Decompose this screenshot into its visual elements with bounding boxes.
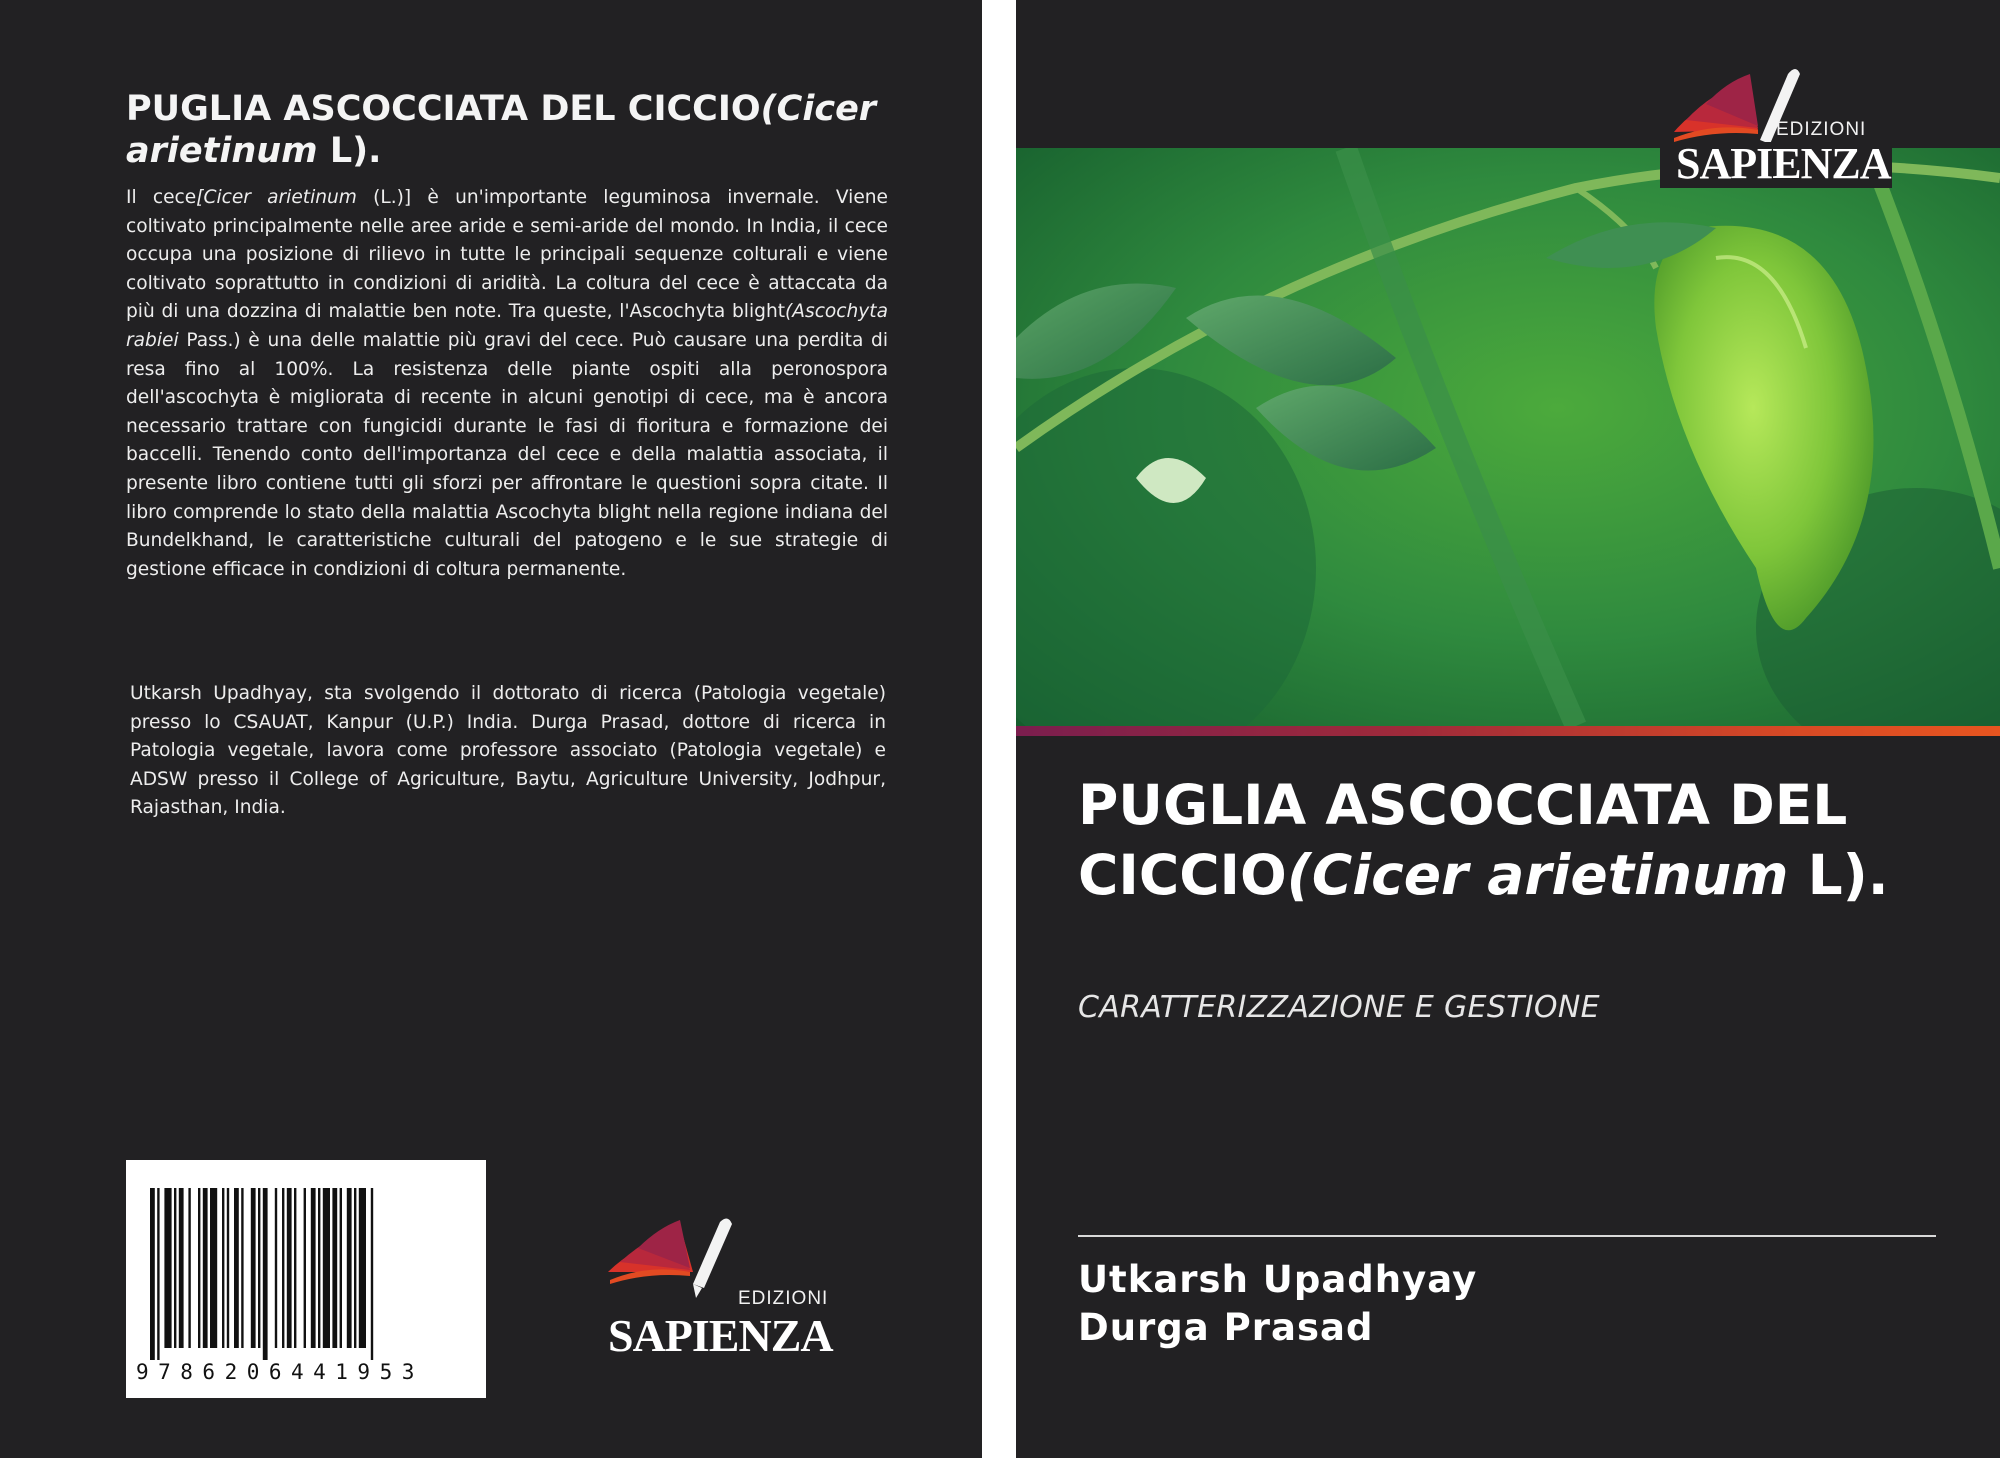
barcode-bars [126, 1160, 486, 1360]
barcode-bar [258, 1188, 260, 1348]
publisher-edizioni-front: EDIZIONI [1776, 119, 1867, 140]
isbn-barcode [126, 1160, 486, 1398]
barcode-bar [150, 1188, 155, 1360]
author-bio: Utkarsh Upadhyay, sta svolgendo il dottorato di ricerca (Patologia vegetale) presso lo CSAUAT, Kanpur (U.P.) India. Durga Prasad, dottore di ricerca in Patologia vegetale, lavora come professore associato (Patologia vegetale) e ADSW presso il College of Agriculture, Baytu, Agriculture University, Jodhpur, Rajasthan, India. [130, 683, 886, 819]
back-cover-title: PUGLIA ASCOCCIATA DEL CICCIO(Cicer arietinum L). [126, 89, 877, 171]
barcode-bar [294, 1188, 296, 1348]
front-cover [1016, 0, 2000, 1458]
barcode-bar [203, 1188, 208, 1348]
barcode-bar [359, 1188, 366, 1348]
publisher-logo [598, 1214, 833, 1361]
barcode-bar [164, 1188, 171, 1348]
publisher-name-front: SAPIENZA [1676, 139, 1891, 188]
author-divider [1078, 1235, 1936, 1237]
barcode-bar [234, 1188, 239, 1348]
barcode-bar [222, 1188, 224, 1348]
barcode-bar [354, 1188, 356, 1348]
barcode-bar [323, 1188, 330, 1348]
barcode-bar [318, 1188, 320, 1348]
barcode-bar [157, 1188, 159, 1360]
barcode-bar [282, 1188, 284, 1348]
barcode-bar [174, 1188, 176, 1348]
back-cover [0, 0, 982, 1458]
barcode-bar [241, 1188, 243, 1348]
publisher-logo-front [1660, 52, 1892, 188]
barcode-bar [210, 1188, 217, 1348]
barcode-bar [311, 1188, 316, 1348]
barcode-bar [179, 1188, 184, 1348]
publisher-edizioni: EDIZIONI [738, 1288, 829, 1309]
barcode-bar [287, 1188, 292, 1348]
spine-gap [982, 0, 1016, 1460]
barcode-bar [227, 1188, 229, 1348]
barcode-bar [340, 1188, 342, 1348]
barcode-bar [188, 1188, 190, 1348]
chickpea-photo [1016, 148, 2000, 726]
isbn-number: 9786206441953 [136, 1360, 424, 1384]
barcode-bar [198, 1188, 200, 1348]
book-blurb: Il cece[Cicer arietinum (L.)] è un'importante leguminosa invernale. Viene coltivato principalmente nelle aree aride e semi-aride del mondo. In India, il cece occupa una posizione di rilievo in tutte le principali sequenze colturali e viene coltivato soprattutto in condizioni di aridità. La coltura del cece è attaccata da più di una dozzina di malattie ben note. Tra queste, l'Ascochyta blight(Ascochyta rabiei Pass.) è una delle malattie più gravi del cece. Può causare una perdita di resa fino al 100%. La resistenza delle piante ospiti alla peronospora dell'ascochyta è migliorata di recente in alcuni genotipi di cece, ma è ancora necessario trattare con fungicidi durante le fasi di fioritura e formazione dei baccelli. Tenendo conto dell'importanza del cece e della malattia associata, il presente libro contiene tutti gli sforzi per affrontare le questioni sopra citate. Il libro comprende lo stato della malattia Ascochyta blight nella regione indiana del Bundelkhand, le caratteristiche culturali del patogeno e le sue strategie di gestione efficace in condizioni di coltura permanente. [126, 187, 888, 580]
publisher-name: SAPIENZA [608, 1310, 833, 1361]
barcode-bar [371, 1188, 373, 1360]
barcode-bar [263, 1188, 268, 1360]
barcode-bar [332, 1188, 337, 1348]
barcode-bar [304, 1188, 306, 1348]
front-cover-subtitle: CARATTERIZZAZIONE E GESTIONE [1078, 990, 1600, 1025]
barcode-bar [275, 1188, 277, 1348]
barcode-bar [347, 1188, 352, 1348]
accent-stripe [1016, 726, 2000, 736]
author-name: Durga Prasad [1078, 1306, 1374, 1349]
author-name: Utkarsh Upadhyay [1078, 1258, 1478, 1301]
front-cover-title: PUGLIA ASCOCCIATA DEL CICCIO(Cicer arietinum L). [1078, 773, 1889, 907]
barcode-bar [251, 1188, 256, 1348]
